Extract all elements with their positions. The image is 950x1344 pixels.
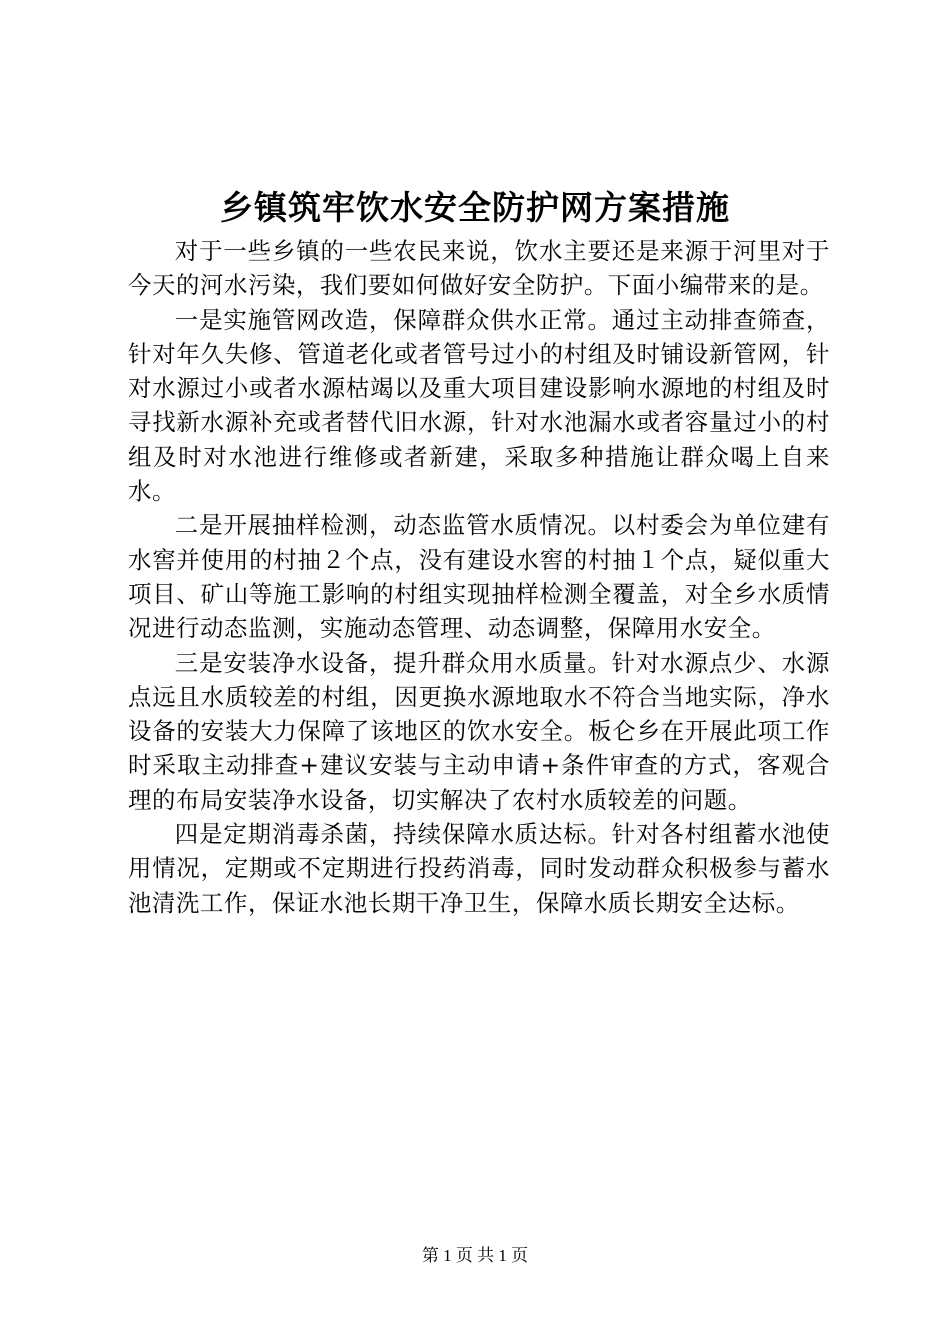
paragraph-sampling-test: 二是开展抽样检测，动态监管水质情况。以村委会为单位建有水窖并使用的村抽２个点，没有建设水窖的村抽１个点，疑似重大项目、矿山等施工影响的村组实现抽样检测全覆盖，对全乡水质情况进行动态监测，实施动态管理、动态调整，保障用水安全。 [128, 511, 830, 643]
paragraph-purification: 三是安装净水设备，提升群众用水质量。针对水源点少、水源点远且水质较差的村组，因更换水源地取水不符合当地实际，净水设备的安装大力保障了该地区的饮水安全。板仑乡在开展此项工作时采取主动排查+建议安装与主动申请+条件审查的方式，客观合理的布局安装净水设备，切实解决了农村水质较差的问题。 [128, 648, 830, 814]
document-body [128, 234, 830, 920]
paragraph-pipe-network: 一是实施管网改造，保障群众供水正常。通过主动排查筛查，针对年久失修、管道老化或者管号过小的村组及时铺设新管网，针对水源过小或者水源枯竭以及重大项目建设影响水源地的村组及时寻找新水源补充或者替代旧水源，针对水池漏水或者容量过小的村组及时对水池进行维修或者新建，采取多种措施让群众喝上自来水。 [128, 305, 830, 506]
paragraph-intro: 对于一些乡镇的一些农民来说，饮水主要还是来源于河里对于今天的河水污染，我们要如何做好安全防护。下面小编带来的是。 [128, 237, 830, 300]
document-title: 乡镇筑牢饮水安全防护网方案措施 [220, 188, 730, 227]
paragraph-disinfection: 四是定期消毒杀菌，持续保障水质达标。针对各村组蓄水池使用情况，定期或不定期进行投药消毒，同时发动群众积极参与蓄水池清洗工作，保证水池长期干净卫生，保障水质长期安全达标。 [128, 820, 830, 917]
page-number-footer: 第 1 页 共 1 页 [421, 1246, 529, 1265]
